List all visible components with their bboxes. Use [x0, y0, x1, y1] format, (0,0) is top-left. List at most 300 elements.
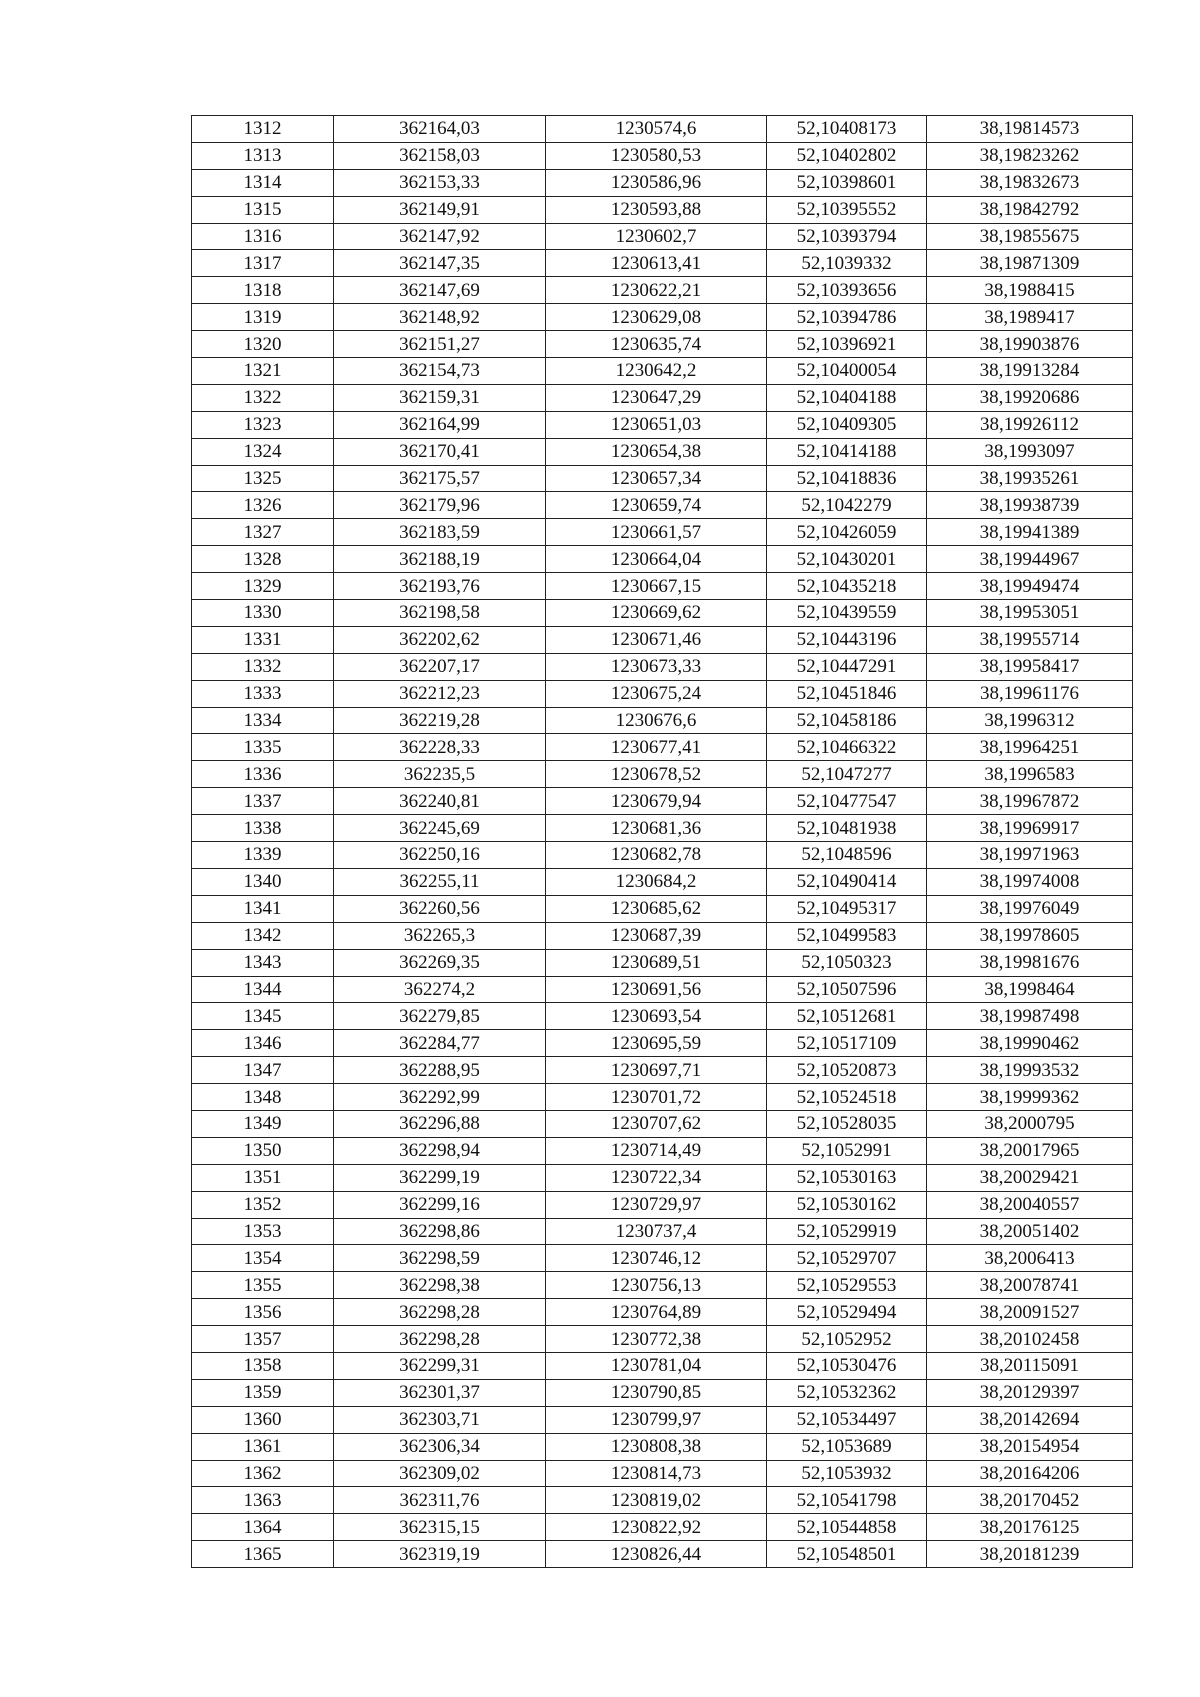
y-coordinate-cell: 1230574,6	[546, 116, 767, 143]
y-coordinate-cell: 1230819,02	[546, 1487, 767, 1514]
latitude-cell: 52,1047277	[767, 761, 927, 788]
longitude-cell: 38,20091527	[927, 1299, 1133, 1326]
y-coordinate-cell: 1230682,78	[546, 842, 767, 869]
y-coordinate-cell: 1230629,08	[546, 304, 767, 331]
x-coordinate-cell: 362154,73	[334, 358, 546, 385]
point-number-cell: 1336	[192, 761, 334, 788]
longitude-cell: 38,20176125	[927, 1514, 1133, 1541]
point-number-cell: 1334	[192, 707, 334, 734]
point-number-cell: 1350	[192, 1137, 334, 1164]
x-coordinate-cell: 362183,59	[334, 519, 546, 546]
point-number-cell: 1358	[192, 1352, 334, 1379]
table-row	[192, 277, 1133, 304]
latitude-cell: 52,10532362	[767, 1379, 927, 1406]
point-number-cell: 1324	[192, 438, 334, 465]
longitude-cell: 38,19976049	[927, 895, 1133, 922]
point-number-cell: 1341	[192, 895, 334, 922]
x-coordinate-cell: 362274,2	[334, 976, 546, 1003]
y-coordinate-cell: 1230635,74	[546, 331, 767, 358]
longitude-cell: 38,19938739	[927, 492, 1133, 519]
point-number-cell: 1322	[192, 384, 334, 411]
latitude-cell: 52,10426059	[767, 519, 927, 546]
longitude-cell: 38,20154954	[927, 1433, 1133, 1460]
point-number-cell: 1344	[192, 976, 334, 1003]
point-number-cell: 1327	[192, 519, 334, 546]
latitude-cell: 52,10435218	[767, 573, 927, 600]
latitude-cell: 52,10393794	[767, 223, 927, 250]
x-coordinate-cell: 362245,69	[334, 815, 546, 842]
longitude-cell: 38,19981676	[927, 949, 1133, 976]
x-coordinate-cell: 362319,19	[334, 1541, 546, 1568]
table-row	[192, 250, 1133, 277]
longitude-cell: 38,19903876	[927, 331, 1133, 358]
y-coordinate-cell: 1230687,39	[546, 922, 767, 949]
y-coordinate-cell: 1230799,97	[546, 1406, 767, 1433]
point-number-cell: 1338	[192, 815, 334, 842]
table-row	[192, 1245, 1133, 1272]
longitude-cell: 38,20078741	[927, 1272, 1133, 1299]
table-row	[192, 1030, 1133, 1057]
point-number-cell: 1313	[192, 142, 334, 169]
y-coordinate-cell: 1230677,41	[546, 734, 767, 761]
point-number-cell: 1342	[192, 922, 334, 949]
latitude-cell: 52,10447291	[767, 653, 927, 680]
point-number-cell: 1323	[192, 411, 334, 438]
latitude-cell: 52,10394786	[767, 304, 927, 331]
latitude-cell: 52,10408173	[767, 116, 927, 143]
point-number-cell: 1355	[192, 1272, 334, 1299]
longitude-cell: 38,20164206	[927, 1460, 1133, 1487]
x-coordinate-cell: 362298,38	[334, 1272, 546, 1299]
table-row	[192, 1057, 1133, 1084]
longitude-cell: 38,20040557	[927, 1191, 1133, 1218]
table-row	[192, 1433, 1133, 1460]
table-row	[192, 707, 1133, 734]
latitude-cell: 52,10548501	[767, 1541, 927, 1568]
point-number-cell: 1365	[192, 1541, 334, 1568]
point-number-cell: 1343	[192, 949, 334, 976]
latitude-cell: 52,10402802	[767, 142, 927, 169]
table-row	[192, 358, 1133, 385]
x-coordinate-cell: 362279,85	[334, 1003, 546, 1030]
y-coordinate-cell: 1230826,44	[546, 1541, 767, 1568]
y-coordinate-cell: 1230808,38	[546, 1433, 767, 1460]
latitude-cell: 52,10530162	[767, 1191, 927, 1218]
point-number-cell: 1314	[192, 169, 334, 196]
point-number-cell: 1319	[192, 304, 334, 331]
y-coordinate-cell: 1230586,96	[546, 169, 767, 196]
y-coordinate-cell: 1230707,62	[546, 1110, 767, 1137]
y-coordinate-cell: 1230676,6	[546, 707, 767, 734]
longitude-cell: 38,19949474	[927, 573, 1133, 600]
table-row	[192, 1110, 1133, 1137]
point-number-cell: 1318	[192, 277, 334, 304]
longitude-cell: 38,19971963	[927, 842, 1133, 869]
x-coordinate-cell: 362311,76	[334, 1487, 546, 1514]
latitude-cell: 52,1052952	[767, 1326, 927, 1353]
y-coordinate-cell: 1230580,53	[546, 142, 767, 169]
latitude-cell: 52,10524518	[767, 1084, 927, 1111]
point-number-cell: 1349	[192, 1110, 334, 1137]
y-coordinate-cell: 1230654,38	[546, 438, 767, 465]
latitude-cell: 52,10507596	[767, 976, 927, 1003]
y-coordinate-cell: 1230651,03	[546, 411, 767, 438]
x-coordinate-cell: 362212,23	[334, 680, 546, 707]
x-coordinate-cell: 362299,31	[334, 1352, 546, 1379]
table-row	[192, 1460, 1133, 1487]
y-coordinate-cell: 1230695,59	[546, 1030, 767, 1057]
longitude-cell: 38,19832673	[927, 169, 1133, 196]
latitude-cell: 52,10520873	[767, 1057, 927, 1084]
table-row	[192, 1164, 1133, 1191]
y-coordinate-cell: 1230673,33	[546, 653, 767, 680]
longitude-cell: 38,19969917	[927, 815, 1133, 842]
point-number-cell: 1320	[192, 331, 334, 358]
y-coordinate-cell: 1230822,92	[546, 1514, 767, 1541]
longitude-cell: 38,20115091	[927, 1352, 1133, 1379]
x-coordinate-cell: 362147,92	[334, 223, 546, 250]
latitude-cell: 52,10495317	[767, 895, 927, 922]
table-row	[192, 1326, 1133, 1353]
x-coordinate-cell: 362158,03	[334, 142, 546, 169]
x-coordinate-cell: 362288,95	[334, 1057, 546, 1084]
point-number-cell: 1312	[192, 116, 334, 143]
x-coordinate-cell: 362299,16	[334, 1191, 546, 1218]
y-coordinate-cell: 1230681,36	[546, 815, 767, 842]
table-row	[192, 1299, 1133, 1326]
latitude-cell: 52,10430201	[767, 546, 927, 573]
point-number-cell: 1357	[192, 1326, 334, 1353]
x-coordinate-cell: 362298,28	[334, 1326, 546, 1353]
table-row	[192, 1191, 1133, 1218]
y-coordinate-cell: 1230693,54	[546, 1003, 767, 1030]
x-coordinate-cell: 362153,33	[334, 169, 546, 196]
coordinates-table	[191, 115, 1133, 1568]
table-row	[192, 1084, 1133, 1111]
x-coordinate-cell: 362284,77	[334, 1030, 546, 1057]
latitude-cell: 52,10544858	[767, 1514, 927, 1541]
table-row	[192, 842, 1133, 869]
y-coordinate-cell: 1230602,7	[546, 223, 767, 250]
longitude-cell: 38,20181239	[927, 1541, 1133, 1568]
longitude-cell: 38,1989417	[927, 304, 1133, 331]
point-number-cell: 1354	[192, 1245, 334, 1272]
latitude-cell: 52,10529707	[767, 1245, 927, 1272]
x-coordinate-cell: 362309,02	[334, 1460, 546, 1487]
y-coordinate-cell: 1230722,34	[546, 1164, 767, 1191]
x-coordinate-cell: 362164,99	[334, 411, 546, 438]
table-row	[192, 1541, 1133, 1568]
table-row	[192, 169, 1133, 196]
x-coordinate-cell: 362147,69	[334, 277, 546, 304]
table-row	[192, 223, 1133, 250]
longitude-cell: 38,19920686	[927, 384, 1133, 411]
table-row	[192, 384, 1133, 411]
table-row	[192, 600, 1133, 627]
y-coordinate-cell: 1230667,15	[546, 573, 767, 600]
longitude-cell: 38,19913284	[927, 358, 1133, 385]
longitude-cell: 38,19926112	[927, 411, 1133, 438]
x-coordinate-cell: 362159,31	[334, 384, 546, 411]
table-row	[192, 573, 1133, 600]
table-row	[192, 1218, 1133, 1245]
y-coordinate-cell: 1230697,71	[546, 1057, 767, 1084]
point-number-cell: 1345	[192, 1003, 334, 1030]
point-number-cell: 1353	[192, 1218, 334, 1245]
point-number-cell: 1337	[192, 788, 334, 815]
y-coordinate-cell: 1230657,34	[546, 465, 767, 492]
y-coordinate-cell: 1230664,04	[546, 546, 767, 573]
table-row	[192, 465, 1133, 492]
latitude-cell: 52,10512681	[767, 1003, 927, 1030]
x-coordinate-cell: 362298,59	[334, 1245, 546, 1272]
table-row	[192, 815, 1133, 842]
y-coordinate-cell: 1230714,49	[546, 1137, 767, 1164]
longitude-cell: 38,2000795	[927, 1110, 1133, 1137]
y-coordinate-cell: 1230764,89	[546, 1299, 767, 1326]
y-coordinate-cell: 1230756,13	[546, 1272, 767, 1299]
longitude-cell: 38,19978605	[927, 922, 1133, 949]
x-coordinate-cell: 362228,33	[334, 734, 546, 761]
y-coordinate-cell: 1230701,72	[546, 1084, 767, 1111]
longitude-cell: 38,20142694	[927, 1406, 1133, 1433]
y-coordinate-cell: 1230613,41	[546, 250, 767, 277]
latitude-cell: 52,10481938	[767, 815, 927, 842]
longitude-cell: 38,19993532	[927, 1057, 1133, 1084]
latitude-cell: 52,10529494	[767, 1299, 927, 1326]
point-number-cell: 1328	[192, 546, 334, 573]
table-row	[192, 734, 1133, 761]
table-row	[192, 411, 1133, 438]
x-coordinate-cell: 362207,17	[334, 653, 546, 680]
longitude-cell: 38,19967872	[927, 788, 1133, 815]
y-coordinate-cell: 1230737,4	[546, 1218, 767, 1245]
latitude-cell: 52,1039332	[767, 250, 927, 277]
table-row	[192, 868, 1133, 895]
longitude-cell: 38,19944967	[927, 546, 1133, 573]
table-row	[192, 680, 1133, 707]
table-row	[192, 895, 1133, 922]
table-row	[192, 438, 1133, 465]
x-coordinate-cell: 362240,81	[334, 788, 546, 815]
y-coordinate-cell: 1230684,2	[546, 868, 767, 895]
longitude-cell: 38,19987498	[927, 1003, 1133, 1030]
latitude-cell: 52,1053689	[767, 1433, 927, 1460]
point-number-cell: 1363	[192, 1487, 334, 1514]
y-coordinate-cell: 1230678,52	[546, 761, 767, 788]
point-number-cell: 1356	[192, 1299, 334, 1326]
latitude-cell: 52,10451846	[767, 680, 927, 707]
latitude-cell: 52,10395552	[767, 196, 927, 223]
point-number-cell: 1316	[192, 223, 334, 250]
longitude-cell: 38,20170452	[927, 1487, 1133, 1514]
table-row	[192, 492, 1133, 519]
longitude-cell: 38,1996312	[927, 707, 1133, 734]
longitude-cell: 38,1996583	[927, 761, 1133, 788]
latitude-cell: 52,10393656	[767, 277, 927, 304]
y-coordinate-cell: 1230814,73	[546, 1460, 767, 1487]
point-number-cell: 1333	[192, 680, 334, 707]
latitude-cell: 52,10528035	[767, 1110, 927, 1137]
x-coordinate-cell: 362149,91	[334, 196, 546, 223]
latitude-cell: 52,10398601	[767, 169, 927, 196]
longitude-cell: 38,20102458	[927, 1326, 1133, 1353]
latitude-cell: 52,10466322	[767, 734, 927, 761]
x-coordinate-cell: 362303,71	[334, 1406, 546, 1433]
point-number-cell: 1351	[192, 1164, 334, 1191]
table-row	[192, 922, 1133, 949]
y-coordinate-cell: 1230746,12	[546, 1245, 767, 1272]
longitude-cell: 38,19955714	[927, 626, 1133, 653]
y-coordinate-cell: 1230647,29	[546, 384, 767, 411]
x-coordinate-cell: 362301,37	[334, 1379, 546, 1406]
latitude-cell: 52,10443196	[767, 626, 927, 653]
latitude-cell: 52,10414188	[767, 438, 927, 465]
latitude-cell: 52,1050323	[767, 949, 927, 976]
latitude-cell: 52,10458186	[767, 707, 927, 734]
table-row	[192, 116, 1133, 143]
table-row	[192, 653, 1133, 680]
table-row	[192, 1487, 1133, 1514]
x-coordinate-cell: 362298,94	[334, 1137, 546, 1164]
point-number-cell: 1346	[192, 1030, 334, 1057]
y-coordinate-cell: 1230781,04	[546, 1352, 767, 1379]
table-row	[192, 519, 1133, 546]
y-coordinate-cell: 1230689,51	[546, 949, 767, 976]
table-row	[192, 1352, 1133, 1379]
table-row	[192, 626, 1133, 653]
point-number-cell: 1339	[192, 842, 334, 869]
point-number-cell: 1347	[192, 1057, 334, 1084]
longitude-cell: 38,19958417	[927, 653, 1133, 680]
longitude-cell: 38,20017965	[927, 1137, 1133, 1164]
latitude-cell: 52,10418836	[767, 465, 927, 492]
y-coordinate-cell: 1230675,24	[546, 680, 767, 707]
x-coordinate-cell: 362219,28	[334, 707, 546, 734]
point-number-cell: 1332	[192, 653, 334, 680]
table-row	[192, 1406, 1133, 1433]
latitude-cell: 52,10530163	[767, 1164, 927, 1191]
longitude-cell: 38,19823262	[927, 142, 1133, 169]
table-row	[192, 1137, 1133, 1164]
y-coordinate-cell: 1230659,74	[546, 492, 767, 519]
table-row	[192, 1272, 1133, 1299]
point-number-cell: 1331	[192, 626, 334, 653]
longitude-cell: 38,19842792	[927, 196, 1133, 223]
y-coordinate-cell: 1230593,88	[546, 196, 767, 223]
x-coordinate-cell: 362292,99	[334, 1084, 546, 1111]
coordinates-table-body	[192, 116, 1133, 1568]
longitude-cell: 38,19961176	[927, 680, 1133, 707]
longitude-cell: 38,19871309	[927, 250, 1133, 277]
point-number-cell: 1348	[192, 1084, 334, 1111]
table-row	[192, 196, 1133, 223]
x-coordinate-cell: 362198,58	[334, 600, 546, 627]
latitude-cell: 52,10534497	[767, 1406, 927, 1433]
x-coordinate-cell: 362170,41	[334, 438, 546, 465]
longitude-cell: 38,19974008	[927, 868, 1133, 895]
longitude-cell: 38,19964251	[927, 734, 1133, 761]
x-coordinate-cell: 362250,16	[334, 842, 546, 869]
x-coordinate-cell: 362202,62	[334, 626, 546, 653]
table-row	[192, 331, 1133, 358]
point-number-cell: 1325	[192, 465, 334, 492]
longitude-cell: 38,19990462	[927, 1030, 1133, 1057]
x-coordinate-cell: 362147,35	[334, 250, 546, 277]
point-number-cell: 1362	[192, 1460, 334, 1487]
latitude-cell: 52,1048596	[767, 842, 927, 869]
y-coordinate-cell: 1230790,85	[546, 1379, 767, 1406]
y-coordinate-cell: 1230671,46	[546, 626, 767, 653]
x-coordinate-cell: 362298,28	[334, 1299, 546, 1326]
y-coordinate-cell: 1230772,38	[546, 1326, 767, 1353]
table-row	[192, 949, 1133, 976]
latitude-cell: 52,10529553	[767, 1272, 927, 1299]
point-number-cell: 1361	[192, 1433, 334, 1460]
y-coordinate-cell: 1230622,21	[546, 277, 767, 304]
point-number-cell: 1326	[192, 492, 334, 519]
latitude-cell: 52,10529919	[767, 1218, 927, 1245]
x-coordinate-cell: 362298,86	[334, 1218, 546, 1245]
x-coordinate-cell: 362235,5	[334, 761, 546, 788]
y-coordinate-cell: 1230679,94	[546, 788, 767, 815]
x-coordinate-cell: 362188,19	[334, 546, 546, 573]
latitude-cell: 52,10439559	[767, 600, 927, 627]
x-coordinate-cell: 362193,76	[334, 573, 546, 600]
latitude-cell: 52,10400054	[767, 358, 927, 385]
point-number-cell: 1352	[192, 1191, 334, 1218]
longitude-cell: 38,20029421	[927, 1164, 1133, 1191]
x-coordinate-cell: 362306,34	[334, 1433, 546, 1460]
latitude-cell: 52,10404188	[767, 384, 927, 411]
longitude-cell: 38,20129397	[927, 1379, 1133, 1406]
latitude-cell: 52,10499583	[767, 922, 927, 949]
point-number-cell: 1317	[192, 250, 334, 277]
y-coordinate-cell: 1230729,97	[546, 1191, 767, 1218]
longitude-cell: 38,1988415	[927, 277, 1133, 304]
x-coordinate-cell: 362296,88	[334, 1110, 546, 1137]
longitude-cell: 38,2006413	[927, 1245, 1133, 1272]
table-row	[192, 1379, 1133, 1406]
table-row	[192, 142, 1133, 169]
longitude-cell: 38,1993097	[927, 438, 1133, 465]
x-coordinate-cell: 362315,15	[334, 1514, 546, 1541]
y-coordinate-cell: 1230661,57	[546, 519, 767, 546]
latitude-cell: 52,1053932	[767, 1460, 927, 1487]
longitude-cell: 38,19941389	[927, 519, 1133, 546]
longitude-cell: 38,19935261	[927, 465, 1133, 492]
x-coordinate-cell: 362265,3	[334, 922, 546, 949]
x-coordinate-cell: 362164,03	[334, 116, 546, 143]
longitude-cell: 38,19814573	[927, 116, 1133, 143]
latitude-cell: 52,10490414	[767, 868, 927, 895]
point-number-cell: 1340	[192, 868, 334, 895]
table-row	[192, 1514, 1133, 1541]
y-coordinate-cell: 1230669,62	[546, 600, 767, 627]
x-coordinate-cell: 362255,11	[334, 868, 546, 895]
longitude-cell: 38,20051402	[927, 1218, 1133, 1245]
table-row	[192, 304, 1133, 331]
latitude-cell: 52,1052991	[767, 1137, 927, 1164]
longitude-cell: 38,19855675	[927, 223, 1133, 250]
point-number-cell: 1364	[192, 1514, 334, 1541]
point-number-cell: 1329	[192, 573, 334, 600]
latitude-cell: 52,10396921	[767, 331, 927, 358]
latitude-cell: 52,10541798	[767, 1487, 927, 1514]
point-number-cell: 1330	[192, 600, 334, 627]
table-row	[192, 761, 1133, 788]
point-number-cell: 1315	[192, 196, 334, 223]
